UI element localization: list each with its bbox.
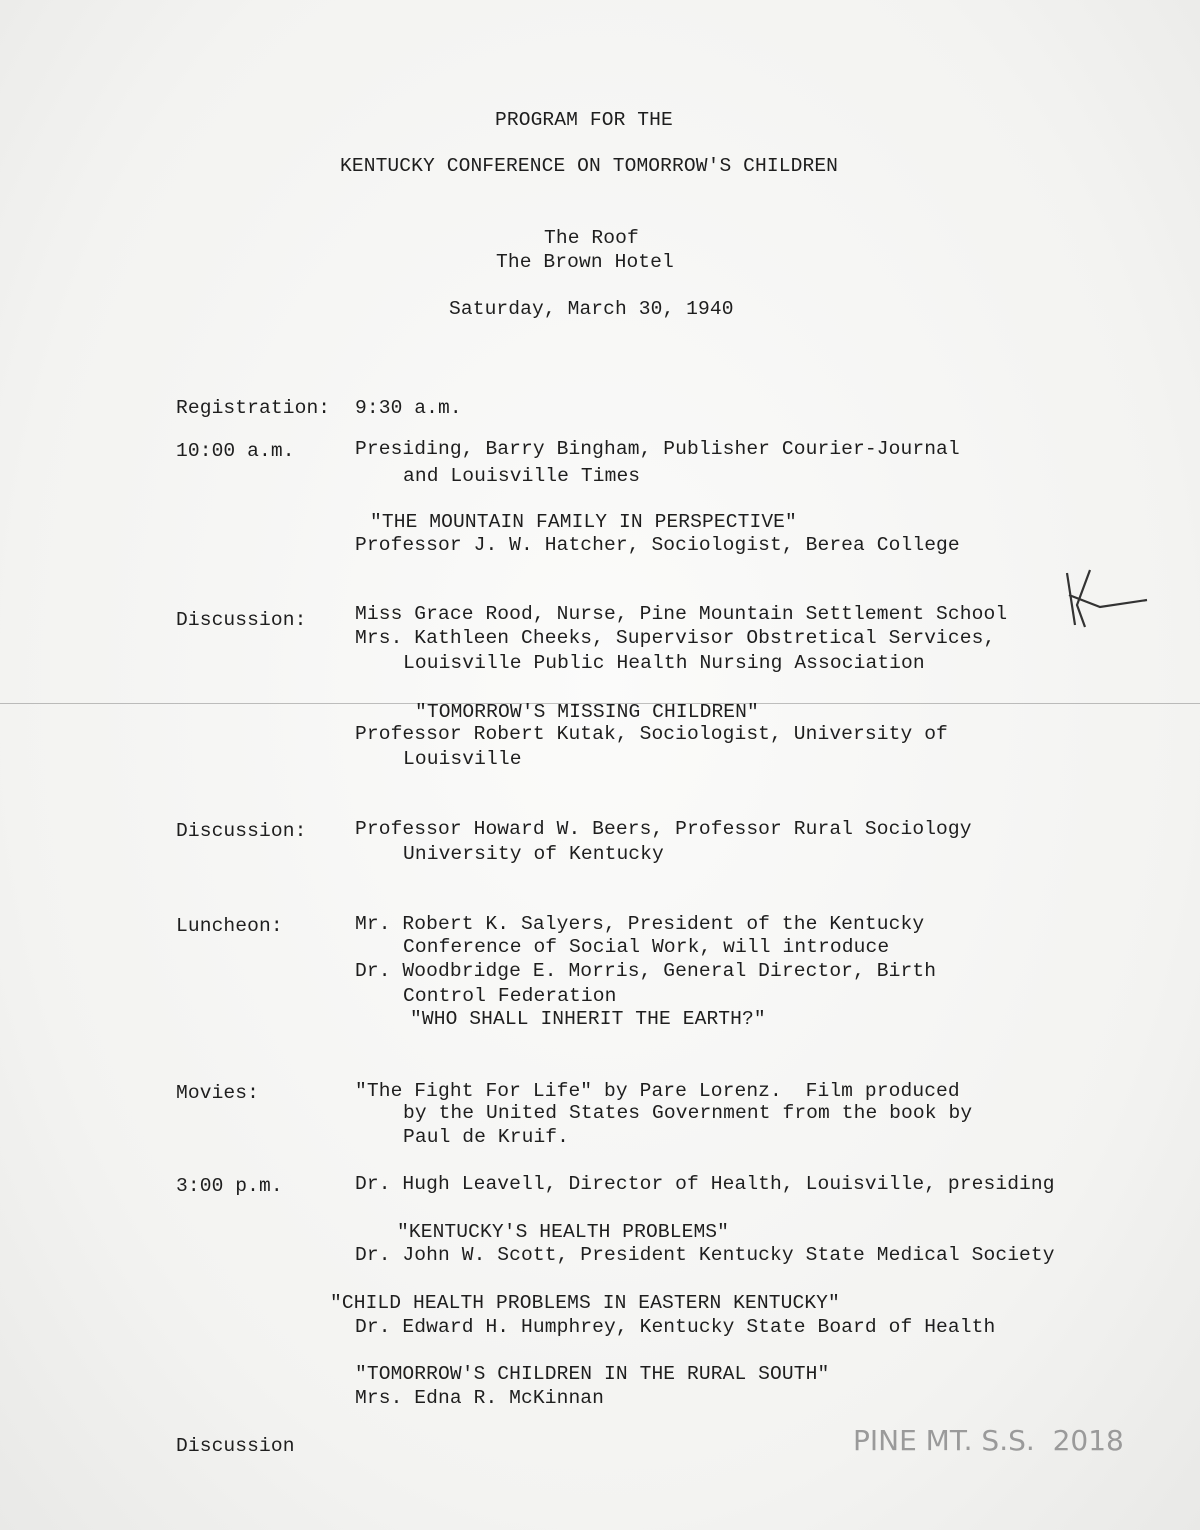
watermark: PINE MT. S.S. 2018 bbox=[853, 1424, 1124, 1457]
session-time: 3:00 p.m. bbox=[176, 1175, 283, 1197]
venue-line-2: The Brown Hotel bbox=[496, 251, 674, 273]
discussant-line: Professor Howard W. Beers, Professor Rural Sociology bbox=[355, 818, 972, 840]
speaker-line: Dr. Edward H. Humphrey, Kentucky State Board of Health bbox=[355, 1316, 996, 1338]
luncheon-line: Control Federation bbox=[403, 985, 617, 1007]
discussion-label: Discussion: bbox=[176, 820, 307, 842]
speaker-line: Professor J. W. Hatcher, Sociologist, Berea College bbox=[355, 534, 960, 556]
discussion-label: Discussion: bbox=[176, 609, 307, 631]
discussant-line: Louisville Public Health Nursing Association bbox=[403, 652, 925, 674]
talk-title: "TOMORROW'S MISSING CHILDREN" bbox=[415, 701, 759, 723]
luncheon-line: Mr. Robert K. Salyers, President of the Kentucky bbox=[355, 913, 925, 935]
movies-label: Movies: bbox=[176, 1082, 260, 1104]
session-line: Dr. Hugh Leavell, Director of Health, Louisville, presiding bbox=[355, 1173, 1055, 1195]
movies-line: Paul de Kruif. bbox=[403, 1126, 570, 1148]
registration-time: 9:30 a.m. bbox=[355, 397, 462, 419]
luncheon-label: Luncheon: bbox=[176, 915, 283, 937]
title-line-2: KENTUCKY CONFERENCE ON TOMORROW'S CHILDREN bbox=[340, 155, 839, 177]
session-line: and Louisville Times bbox=[403, 465, 641, 487]
discussant-line: Miss Grace Rood, Nurse, Pine Mountain Settlement School bbox=[355, 603, 1008, 625]
talk-title: "WHO SHALL INHERIT THE EARTH?" bbox=[410, 1008, 766, 1030]
talk-title: "THE MOUNTAIN FAMILY IN PERSPECTIVE" bbox=[370, 511, 797, 533]
discussant-line: University of Kentucky bbox=[403, 843, 664, 865]
speaker-line: Dr. John W. Scott, President Kentucky State Medical Society bbox=[355, 1244, 1055, 1266]
session-time: 10:00 a.m. bbox=[176, 440, 295, 462]
session-line: Presiding, Barry Bingham, Publisher Courier-Journal bbox=[355, 438, 960, 460]
movies-line: "The Fight For Life" by Pare Lorenz. Film produced bbox=[355, 1080, 960, 1102]
luncheon-line: Conference of Social Work, will introduce bbox=[403, 936, 890, 958]
talk-title: "CHILD HEALTH PROBLEMS IN EASTERN KENTUCKY" bbox=[330, 1292, 840, 1314]
discussant-line: Mrs. Kathleen Cheeks, Supervisor Obstretical Services, bbox=[355, 627, 996, 649]
registration-label: Registration: bbox=[176, 397, 331, 419]
talk-title: "KENTUCKY'S HEALTH PROBLEMS" bbox=[397, 1221, 730, 1243]
speaker-line: Louisville bbox=[403, 748, 522, 770]
event-date: Saturday, March 30, 1940 bbox=[449, 298, 734, 320]
venue-line-1: The Roof bbox=[544, 227, 639, 249]
handwritten-check-mark bbox=[1055, 565, 1155, 635]
title-line-1: PROGRAM FOR THE bbox=[495, 109, 673, 131]
speaker-line: Mrs. Edna R. McKinnan bbox=[355, 1387, 605, 1409]
final-discussion-label: Discussion bbox=[176, 1435, 295, 1457]
movies-line: by the United States Government from the book by bbox=[403, 1102, 973, 1124]
talk-title: "TOMORROW'S CHILDREN IN THE RURAL SOUTH" bbox=[355, 1363, 830, 1385]
speaker-line: Professor Robert Kutak, Sociologist, University of bbox=[355, 723, 948, 745]
luncheon-line: Dr. Woodbridge E. Morris, General Director, Birth bbox=[355, 960, 937, 982]
